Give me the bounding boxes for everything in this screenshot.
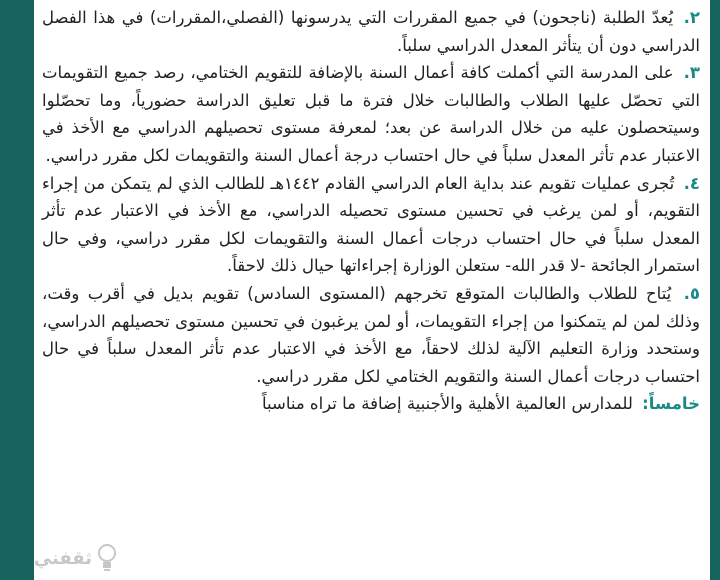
list-item: [42, 59, 700, 169]
document-body: [34, 0, 710, 418]
list-item: [42, 280, 700, 390]
list-item: [42, 170, 700, 280]
item-text: تُجرى عمليات تقويم عند بداية العام الدراسي القادم ١٤٤٢هـ للطالب الذي لم يتمكن من إجراء التقويم، أو لمن يرغب في تحسين مستوى تحصيله الدراسي، مع الأخذ في الاعتبار عدم تأثر المعدل سلباً في حال احتساب درجات أعمال السنة والتقويمات لكل مقرر دراسي، وفي حال استمرار الجائحة -لا قدر الله- ستعلن الوزارة إجراءاتها حيال ذلك لاحقاً.: [42, 173, 700, 276]
bulb-icon: [96, 543, 118, 573]
item-number: ٢.: [683, 8, 700, 27]
item-text: على المدرسة التي أكملت كافة أعمال السنة بالإضافة للتقويم الختامي، رصد جميع التقويمات التي تحصّل عليها الطلاب والطالبات خلال فترة ما قبل تعليق الدراسة حضورياً، وما تحصّلوا وسيتحصلون عليه من خلال الدراسة عن بعد؛ لمعرفة مستوى تحصيلهم الدراسي مع الأخذ في الاعتبار عدم تأثر المعدل سلباً في حال احتساب درجة أعمال السنة والتقويمات لكل مقرر دراسي.: [42, 63, 700, 165]
section-text: للمدارس العالمية الأهلية والأجنبية إضافة ما تراه مناسباً: [262, 394, 633, 414]
watermark-logo: [6, 540, 118, 576]
item-number: ٥.: [683, 283, 700, 303]
item-number: ٣.: [683, 63, 700, 83]
document-card: [34, 0, 710, 580]
item-text: يُعدّ الطلبة (ناجحون) في جميع المقررات التي يدرسونها (الفصلي،المقررات) في هذا الفصل الدراسي دون أن يتأثر المعدل الدراسي سلباً.: [42, 8, 700, 55]
item-number: ٤.: [683, 173, 700, 193]
item-text: يُتاح للطلاب والطالبات المتوقع تخرجهم (المستوى السادس) تقويم بديل في أقرب وقت، وذلك لمن لم يتمكنوا من إجراء التقويمات، أو لمن يرغبون في تحسين مستوى تحصيلهم الدراسي، وستحدد وزارة التعليم الآلية لذلك لاحقاً، مع الأخذ في الاعتبار عدم تأثر المعدل سلباً في حال احتساب درجات أعمال السنة والتقويم الختامي لكل مقرر دراسي.: [42, 283, 700, 386]
section-heading: خامساً:: [642, 394, 700, 414]
list-item: [42, 4, 700, 59]
watermark-text: ثقفني: [33, 547, 92, 569]
section-paragraph: [42, 390, 700, 418]
